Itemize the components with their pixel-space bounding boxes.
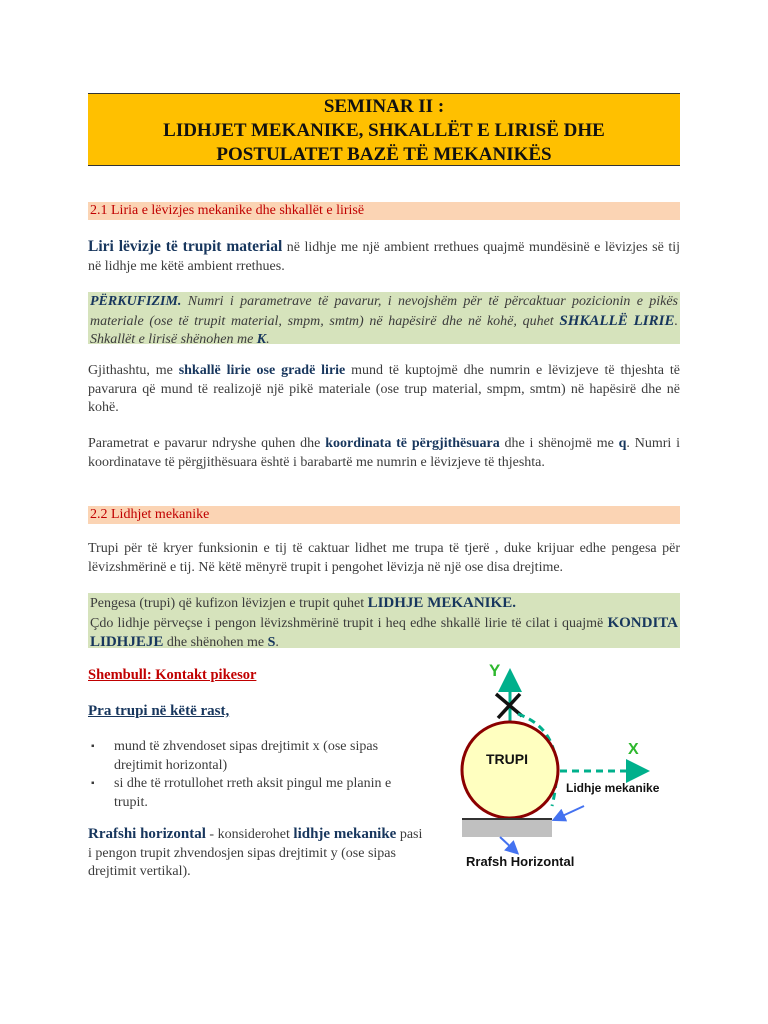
- term-lidhje-mekanike-2: lidhje mekanike: [293, 826, 397, 842]
- document-title: [88, 93, 680, 166]
- paragraph-trupi: Trupi për të kryer funksionin e tij të caktuar lidhet me trupa të tjerë , duke krijuar edhe pengesa për lëvizshmërinë e tij. Në këtë mënyrë trupit i pengohet lëvizja në një ose disa drejtime.: [88, 541, 680, 575]
- title-line-1: SEMINAR II :: [323, 96, 445, 117]
- term-grade-lirie: shkallë lirie ose gradë lirie: [178, 363, 346, 378]
- paragraph-liri-levizje: Liri lëvizje të trupit material në lidhje me një ambient rrethues quajmë mundësinë e lëvizjes së tij në lidhje me këtë ambient rrethues.: [88, 238, 681, 274]
- term-lidhje-mekanike: LIDHJE MEKANIKE.: [367, 595, 516, 611]
- paragraph-koordinata: Parametrat e pavarur ndryshe quhen dhe koordinata të përgjithësuara dhe i shënojmë me q. Numri i koordinatave të përgjithësuara është i barabartë me numrin e lëvizjeve të thjeshta.: [88, 436, 680, 470]
- example-subheading: Pra trupi në këtë rast,: [88, 703, 230, 719]
- symbol-q: q: [618, 436, 627, 451]
- horizontal-plane: [462, 819, 552, 837]
- term-shkalle-lirie: SHKALLË LIRIE: [559, 312, 675, 329]
- bullet-icon: ▪: [91, 778, 95, 789]
- list-item: ▪ si dhe të rrotullohet rreth aksit pingul me planin e trupit.: [91, 776, 392, 810]
- list-item: ▪ mund të zhvendoset sipas drejtimit x (ose sipas drejtimit horizontal): [91, 739, 379, 773]
- term-liri-levizje: Liri lëvizje të trupit material: [88, 238, 283, 255]
- bullet-icon: ▪: [91, 741, 95, 752]
- section-heading-2-1: 2.1 Liria e lëvizjes mekanike dhe shkallët e lirisë: [88, 202, 680, 220]
- symbol-k: K: [256, 332, 267, 347]
- contact-diagram: [440, 656, 710, 886]
- paragraph-grade-lirie: Gjithashtu, me shkallë lirie ose gradë lirie mund të kuptojmë dhe numrin e lëvizjeve të thjeshta të pavarura që mund të realizojë një pikë materiale (ose trup material, smpm, smtm) në hapësirë dhe në kohë.: [88, 363, 680, 415]
- paragraph-rrafshi-horizontal: Rrafshi horizontal - konsiderohet lidhje mekanike pasi i pengon trupit zhvendosjen sipas drejtimit y (ose sipas drejtimit vertikal).: [88, 826, 423, 879]
- title-line-2: LIDHJET MEKANIKE, SHKALLËT E LIRISË DHE: [163, 120, 605, 141]
- body-label: TRUPI: [486, 751, 528, 767]
- constraint-label: Lidhje mekanike: [566, 781, 660, 795]
- example-heading: Shembull: Kontakt pikesor: [88, 667, 257, 683]
- plane-pointer: [500, 837, 514, 850]
- term-kondita-lidhjeje: KONDITA LIDHJEJE: [90, 614, 678, 650]
- title-line-3: POSTULATET BAZË TË MEKANIKËS: [216, 144, 552, 165]
- symbol-s: S: [267, 635, 276, 650]
- term-koordinata: koordinata të përgjithësuara: [325, 436, 500, 451]
- constraint-pointer: [558, 806, 584, 818]
- lidhje-definition-box: Pengesa (trupi) që kufizon lëvizjen e trupit quhet LIDHJE MEKANIKE. Çdo lidhje përveçse i pengon lëvizshmërinë trupit i heq edhe shkallë lirie të cilat i quajmë KONDITA LIDHJEJE dhe shënohen me S.: [90, 595, 678, 650]
- example-bullet-list: [88, 738, 418, 812]
- body-circle: [462, 722, 558, 818]
- y-axis-label: Y: [489, 661, 501, 680]
- definition-label: PËRKUFIZIM.: [90, 294, 182, 309]
- term-rrafshi-horizontal: Rrafshi horizontal: [88, 826, 206, 842]
- x-axis-label: X: [628, 741, 639, 758]
- section-heading-2-2: 2.2 Lidhjet mekanike: [88, 506, 680, 524]
- plane-label: Rrafsh Horizontal: [466, 854, 575, 869]
- definition-box: PËRKUFIZIM. Numri i parametrave të pavarur, i nevojshëm për të përcaktuar pozicionin e pikës materiale (ose të trupit material, smpm, smtm) në hapësirë dhe në kohë, quhet SHKALLË LIRIE. Shkallët e lirisë shënohen me K.: [90, 294, 678, 347]
